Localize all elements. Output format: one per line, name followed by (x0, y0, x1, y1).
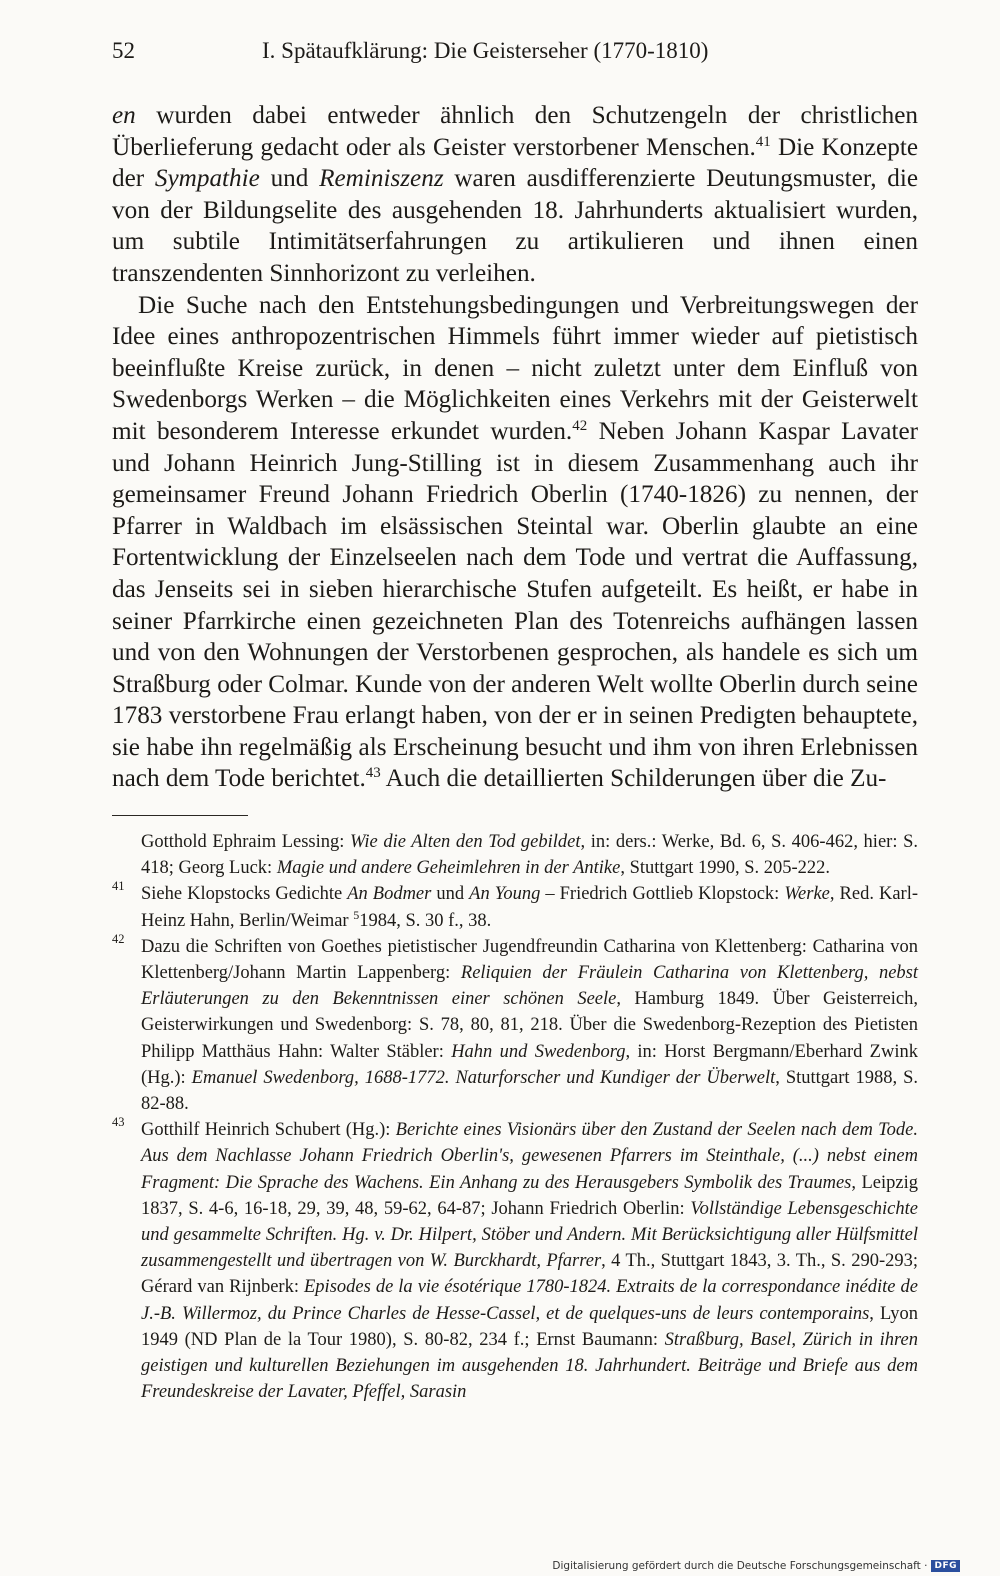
text-fragment: und (431, 884, 470, 905)
footnote-separator (112, 815, 248, 816)
text-fragment: Dazu die Schriften von Goethes pietistischer Jugendfreundin Catharina von Klettenberg: Catharina von Klettenberg/Johann Martin Lappenberg: (141, 936, 918, 984)
text-fragment: , 4 Th., Stuttgart 1843, 3. Th., S. 290-293; Gérard van Rijnberk: (141, 1251, 918, 1298)
text-fragment: Wie die Alten den Tod gebildet (350, 832, 581, 852)
footnote-ref-41[interactable]: 41 (755, 133, 771, 150)
text-fragment: Reminiszenz (319, 165, 444, 193)
footnote-ref-43[interactable]: 43 (365, 765, 381, 782)
text-fragment: waren ausdifferenzierte Deutungsmuster, die von der Bildungselite des ausgehenden 18. Jahrhunderts aktualisiert wurden, um subtile Intimitätserfahrungen zu artikulieren und ihnen einen transzendenten Sinnhorizont zu verleihen. (112, 165, 919, 287)
text-fragment: Gotthold Ephraim Lessing: (141, 832, 351, 852)
text-fragment: , Lyon 1949 (ND Plan de la Tour 1980), S. 80-82, 234 f.; Ernst Baumann: (141, 1303, 918, 1350)
text-fragment: und (259, 165, 320, 193)
text-fragment: , Stuttgart 1988, S. 82-88. (141, 1067, 918, 1115)
text-fragment: Neben Johann Kaspar Lavater und Johann Heinrich Jung-Stilling ist in diesem Zusammenhang auch ihr gemeinsamer Freund Johann Friedrich Oberlin (1740-1826) zu nennen, der Pfarrer in Waldbach im elsässischen Steintal war. Oberlin glaubte an eine Fortentwicklung der Einzelseelen nach dem Tode und vertrat die Auffassung, das Jenseits sei in sieben hierarchische Stufen aufgeteilt. Es heißt, er habe in seiner Pfarrkirche einen gezeichneten Plan des Totenreichs aufhängen lassen und von den Wohnungen der Verstorbenen gesprochen, als handele es sich um Straßburg oder Colmar. Kunde von der anderen Welt wollte Oberlin durch seine 1783 verstorbene Frau erlangt haben, von der er in seinen Predigten behauptete, sie habe ihn regelmäßig als Erscheinung besucht und ihm von ihren Erlebnissen nach dem Tode berichtet. (112, 417, 919, 793)
footnote-number: 42 (112, 931, 125, 946)
text-fragment: Emanuel Swedenborg, 1688-1772. Naturforscher und Kundiger der Überwelt (191, 1067, 776, 1088)
text-fragment: Gotthilf Heinrich Schubert (Hg.): (141, 1120, 396, 1141)
text-fragment: – Friedrich Gottlieb Klopstock: (540, 884, 785, 905)
text-fragment: Sympathie (154, 165, 260, 193)
footnotes (112, 829, 918, 1405)
text-fragment: Straßburg, Basel, Zürich in ihren geistigen und kulturellen Beziehungen im ausgehenden 18. Jahrhundert. Beiträge und Briefe aus dem Freundeskreise der Lavater, Pfeffel, Sarasin (141, 1329, 919, 1403)
text-fragment: en (112, 102, 136, 129)
text-fragment: Vollständige Lebensgeschichte und gesammelte Schriften. Hg. v. Dr. Hilpert, Stöber und Andern. Mit Berücksichtigung aller Hülfsmittel zusammengestellt und übertragen von W. Burckhardt, Pfarrer (141, 1198, 918, 1272)
running-head: I. Spätaufklärung: Die Geisterseher (1770-1810) (262, 38, 709, 63)
dfg-logo: DFG (931, 1560, 960, 1572)
paragraph-2 (112, 290, 918, 796)
text-fragment: Magie und andere Geheimlehren in der Antike (276, 858, 621, 879)
edition-superscript: 5 (353, 907, 360, 922)
text-fragment: Die Suche nach den Entstehungsbedingungen und Verbreitungswegen der Idee eines anthropozentrischen Himmels führt immer wieder auf pietistisch beeinflußte Kreise zurück, in denen – nicht zuletzt unter dem Einfluß von Swedenborgs Werken – die Möglichkeiten eines Verkehrs mit der Geisterwelt mit besonderem Interesse erkundet wurden. (112, 291, 918, 445)
text-fragment: , Leipzig 1837, S. 4-6, 16-18, 29, 39, 48, 59-62, 64-87; Johann Friedrich Oberlin: (141, 1172, 918, 1219)
main-text (112, 100, 918, 795)
text-fragment: Auch die detaillierten Schilderungen über die Zu- (380, 765, 887, 793)
footnote-41 (112, 881, 918, 933)
text-fragment: Berichte eines Visionärs über den Zustand der Seelen nach dem Tode. Aus dem Nachlasse Johann Friedrich Oberlin's, gewesenen Pfarrers im Steinthale, (...) nebst einem Fragment: Die Sprache des Wachens. Ein Anhang zu des Herausgebers Symbolik des Traumes (141, 1120, 919, 1193)
footnote-number: 41 (112, 879, 125, 894)
text-fragment: Hahn und Swedenborg (451, 1041, 626, 1062)
text-fragment: An Young (469, 884, 541, 905)
footnote-42 (112, 931, 919, 1117)
digitization-text: Digitalisierung gefördert durch die Deutsche Forschungsgemeinschaft · (552, 1560, 928, 1572)
footnote-ref-42[interactable]: 42 (572, 417, 588, 434)
text-fragment: , in: Horst Bergmann/Eberhard Zwink (Hg.): (141, 1041, 918, 1088)
text-fragment: Werke (784, 884, 830, 905)
text-fragment: Siehe Klopstocks Gedichte (141, 884, 348, 905)
text-fragment: , Red. Karl-Heinz Hahn, Berlin/Weimar (141, 884, 919, 931)
footnote-40-continuation (112, 829, 918, 881)
footnote-number: 43 (112, 1115, 125, 1130)
text-fragment: Die Konzepte der (112, 133, 918, 193)
text-fragment: An Bodmer (347, 884, 432, 905)
text-fragment: , Hamburg 1849. Über Geisterreich, Geisterwirkungen und Swedenborg: S. 78, 80, 81, 218. Über die Swedenborg-Rezeption des Pietisten Philipp Matthäus Hahn: Walter Stäbler: (141, 989, 918, 1062)
digitization-credit (552, 1560, 960, 1572)
paragraph-1 (112, 100, 918, 290)
page-number: 52 (112, 38, 135, 63)
footnote-43 (112, 1117, 918, 1405)
text-fragment: , Stuttgart 1990, S. 205-222. (620, 858, 831, 879)
text-fragment: Reliquien der Fräulein Catharina von Klettenberg, nebst Erläuterungen zu den Bekenntnissen einer schönen Seele (141, 963, 919, 1010)
text-fragment: , in: ders.: Werke, Bd. 6, S. 406-462, hier: S. 418; Georg Luck: (141, 832, 918, 879)
text-fragment: 1984, S. 30 f., 38. (359, 910, 492, 931)
text-fragment: wurden dabei entweder ähnlich den Schutzengeln der christlichen Überlieferung gedacht oder als Geister verstorbener Menschen. (112, 102, 918, 161)
text-fragment: Episodes de la vie ésotérique 1780-1824. Extraits de la correspondance inédite de J.-B. Willermoz, du Prince Charles de Hesse-Cassel, et de quelques-uns de leurs contemporains (141, 1277, 918, 1324)
